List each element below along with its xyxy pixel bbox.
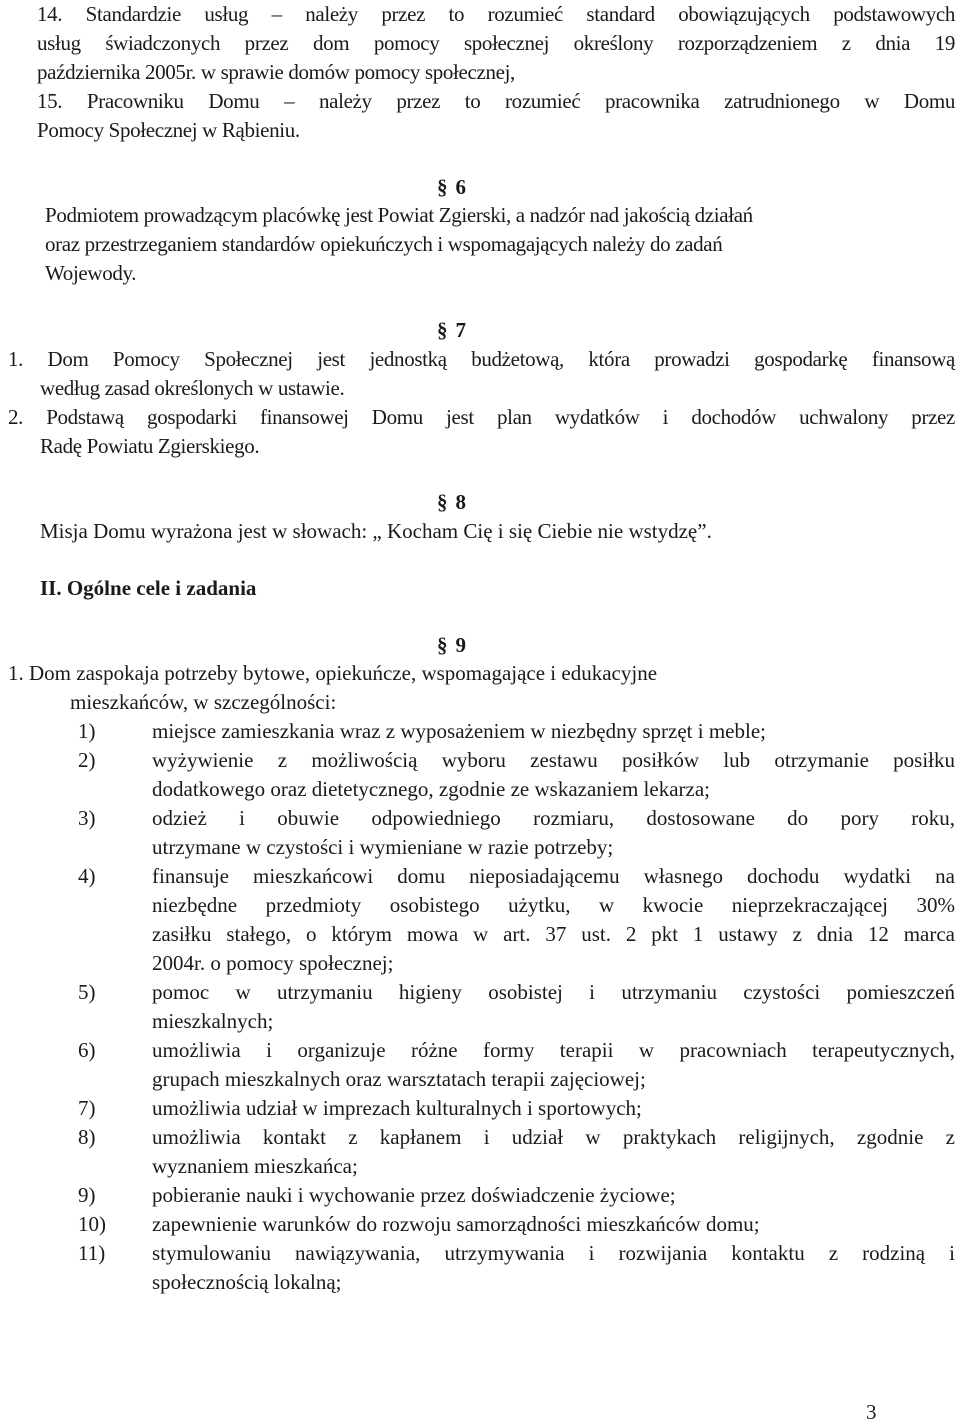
paragraph-sign: §	[437, 175, 448, 199]
section-7-heading	[437, 316, 466, 345]
paragraph-sign: §	[437, 490, 448, 514]
list-item-line: wyżywienie z możliwością wyboru zestawu posiłków lub otrzymanie posiłku	[152, 748, 955, 772]
list-item-line: pomoc w utrzymaniu higieny osobistej i utrzymaniu czystości pomieszczeń	[152, 980, 955, 1004]
list-item-line: zasiłku stałego, o którym mowa w art. 37 ust. 2 pkt 1 ustawy z dnia 12 marca	[152, 922, 955, 946]
list-item-line: zapewnienie warunków do rozwoju samorządności mieszkańców domu;	[152, 1212, 760, 1236]
list-item	[152, 1123, 955, 1181]
section-6-number: 6	[455, 175, 466, 199]
list-item-number: 11)	[78, 1241, 106, 1265]
list-item-line: wyznaniem mieszkańca;	[152, 1154, 358, 1178]
section-9-intro-line-2: mieszkańców, w szczególności:	[70, 690, 337, 714]
section-9-heading	[437, 631, 466, 660]
section-9-intro-line-1: 1. Dom zaspokaja potrzeby bytowe, opiekuńcze, wspomagające i edukacyjne	[8, 661, 658, 685]
section-6-line-2: oraz przestrzeganiem standardów opiekuńczych i wspomagających należy do zadań	[45, 232, 723, 256]
list-item-line: 2004r. o pomocy społecznej;	[152, 951, 394, 975]
list-item-line: grupach mieszkalnych oraz warsztatach terapii zajęciowej;	[152, 1067, 646, 1091]
section-7-point-1-line-1: 1. Dom Pomocy Społecznej jest jednostką budżetową, która prowadzi gospodarkę finansową	[8, 347, 955, 371]
list-item-line: dodatkowego oraz dietetycznego, zgodnie ze wskazaniem lekarza;	[152, 777, 710, 801]
list-item-line: odzież i obuwie odpowiedniego rozmiaru, dostosowane do pory roku,	[152, 806, 955, 830]
list-item-line: utrzymane w czystości i wymieniane w razie potrzeby;	[152, 835, 614, 859]
list-item-number: 3)	[78, 806, 96, 830]
list-item-line: umożliwia kontakt z kapłanem i udział w praktykach religijnych, zgodnie z	[152, 1125, 955, 1149]
definition-15-line-2: Pomocy Społecznej w Rąbieniu.	[37, 118, 300, 142]
section-8-number: 8	[455, 490, 466, 514]
section-6-line-3: Wojewody.	[45, 261, 137, 285]
list-item-line: umożliwia udział w imprezach kulturalnych i sportowych;	[152, 1096, 642, 1120]
list-item	[152, 1210, 955, 1239]
list-item-number: 6)	[78, 1038, 96, 1062]
definition-15-line-1: 15. Pracowniku Domu – należy przez to rozumieć pracownika zatrudnionego w Domu	[37, 89, 955, 113]
list-item	[152, 1239, 955, 1297]
list-item	[152, 1094, 955, 1123]
list-item	[152, 978, 955, 1036]
list-item-line: stymulowaniu nawiązywania, utrzymywania i rozwijania kontaktu z rodziną i	[152, 1241, 955, 1265]
list-item-line: społecznością lokalną;	[152, 1270, 342, 1294]
list-item	[152, 746, 955, 804]
list-item	[152, 717, 955, 746]
section-7-point-2-line-1: 2. Podstawą gospodarki finansowej Domu jest plan wydatków i dochodów uchwalony przez	[8, 405, 955, 429]
list-item-number: 5)	[78, 980, 96, 1004]
list-item-line: mieszkalnych;	[152, 1009, 274, 1033]
list-item-number: 8)	[78, 1125, 96, 1149]
list-item	[152, 804, 955, 862]
section-6-heading	[437, 173, 466, 202]
section-8-heading	[437, 488, 466, 517]
list-item-line: niezbędne przedmioty osobistego użytku, w kwocie nieprzekraczającej 30%	[152, 893, 955, 917]
list-item-line: pobieranie nauki i wychowanie przez doświadczenie życiowe;	[152, 1183, 676, 1207]
section-7-point-1-line-2: według zasad określonych w ustawie.	[40, 376, 345, 400]
list-item	[152, 1036, 955, 1094]
definition-14-line-2: usług świadczonych przez dom pomocy społecznej określony rozporządzeniem z dnia 19	[37, 31, 955, 55]
list-item-line: umożliwia i organizuje różne formy terapii w pracowniach terapeutycznych,	[152, 1038, 955, 1062]
chapter-heading: II. Ogólne cele i zadania	[40, 576, 257, 600]
paragraph-sign: §	[437, 633, 448, 657]
section-7-number: 7	[455, 318, 466, 342]
list-item	[152, 1181, 955, 1210]
list-item-line: finansuje mieszkańcowi domu nieposiadającemu własnego dochodu wydatki na	[152, 864, 955, 888]
list-item-number: 4)	[78, 864, 96, 888]
page-number: 3	[866, 1400, 877, 1424]
definition-14-line-1: 14. Standardzie usług – należy przez to rozumieć standard obowiązujących podstawowych	[37, 2, 955, 26]
section-9-number: 9	[455, 633, 466, 657]
list-item	[152, 862, 955, 978]
mission-statement: Misja Domu wyrażona jest w słowach: „ Kocham Cię i się Ciebie nie wstydzę”.	[40, 519, 712, 543]
list-item-number: 9)	[78, 1183, 96, 1207]
list-item-number: 7)	[78, 1096, 96, 1120]
list-item-number: 1)	[78, 719, 96, 743]
definition-14-line-3: października 2005r. w sprawie domów pomocy społecznej,	[37, 60, 515, 84]
paragraph-sign: §	[437, 318, 448, 342]
section-7-point-2-line-2: Radę Powiatu Zgierskiego.	[40, 434, 260, 458]
list-item-number: 10)	[78, 1212, 106, 1236]
list-item-number: 2)	[78, 748, 96, 772]
list-item-line: miejsce zamieszkania wraz z wyposażeniem w niezbędny sprzęt i meble;	[152, 719, 766, 743]
section-6-line-1: Podmiotem prowadzącym placówkę jest Powiat Zgierski, a nadzór nad jakością działań	[45, 203, 753, 227]
